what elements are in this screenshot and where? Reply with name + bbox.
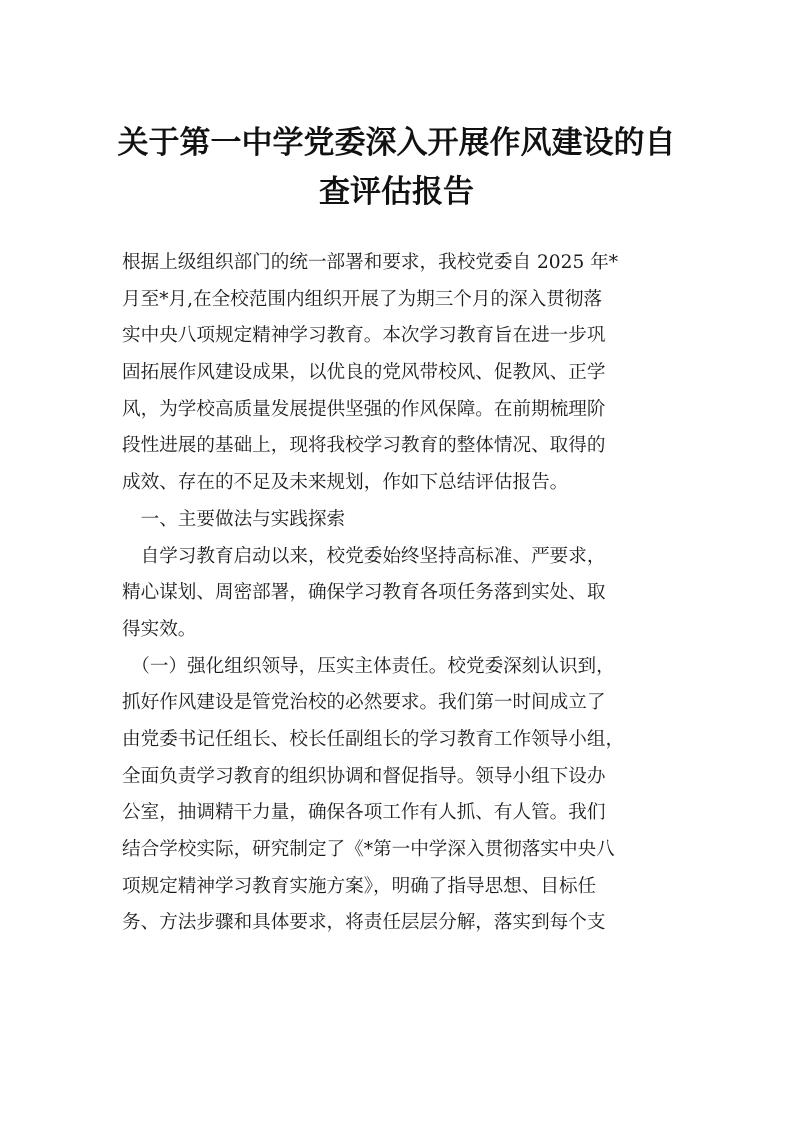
section-heading: 一、主要做法与实践探索 — [122, 508, 346, 530]
body-line: 得实效。 — [122, 618, 197, 640]
document-body — [122, 245, 672, 942]
body-line: 结合学校实际，研究制定了《*第一中学深入贯彻落实中央八 — [122, 839, 615, 860]
body-line: 固拓展作风建设成果，以优良的党风带校风、促教风、正学 — [122, 362, 606, 384]
body-line: 全面负责学习教育的组织协调和督促指导。领导小组下设办 — [122, 765, 606, 787]
body-line: 精心谋划、周密部署，确保学习教育各项任务落到实处、取 — [122, 582, 606, 604]
body-line: 务、方法步骤和具体要求，将责任层层分解，落实到每个支 — [122, 912, 606, 934]
body-line: 风，为学校高质量发展提供坚强的作风保障。在前期梳理阶 — [122, 398, 606, 420]
body-line: 自学习教育启动以来，校党委始终坚持高标准、严要求， — [122, 545, 606, 567]
body-line: 根据上级组织部门的统一部署和要求，我校党委自 2025 年* — [122, 252, 619, 273]
body-line: 抓好作风建设是管党治校的必然要求。我们第一时间成立了 — [122, 692, 606, 714]
body-line: 由党委书记任组长、校长任副组长的学习教育工作领导小组， — [122, 728, 625, 750]
subsection-line: （一）强化组织领导，压实主体责任。校党委深刻认识到， — [122, 655, 615, 677]
document-title-line-2: 查评估报告 — [319, 174, 474, 210]
body-line: 成效、存在的不足及未来规划，作如下总结评估报告。 — [122, 472, 569, 494]
document-title-line-1: 关于第一中学党委深入开展作风建设的自 — [117, 125, 676, 161]
body-line: 项规定精神学习教育实施方案》，明确了指导思想、目标任 — [122, 875, 597, 897]
body-line: 公室，抽调精干力量，确保各项工作有人抓、有人管。我们 — [122, 802, 606, 824]
body-line: 实中央八项规定精神学习教育。本次学习教育旨在进一步巩 — [122, 325, 606, 347]
body-line: 段性进展的基础上，现将我校学习教育的整体情况、取得的 — [122, 435, 606, 457]
body-line: 月至*月,在全校范围内组织开展了为期三个月的深入贯彻落 — [122, 288, 603, 310]
